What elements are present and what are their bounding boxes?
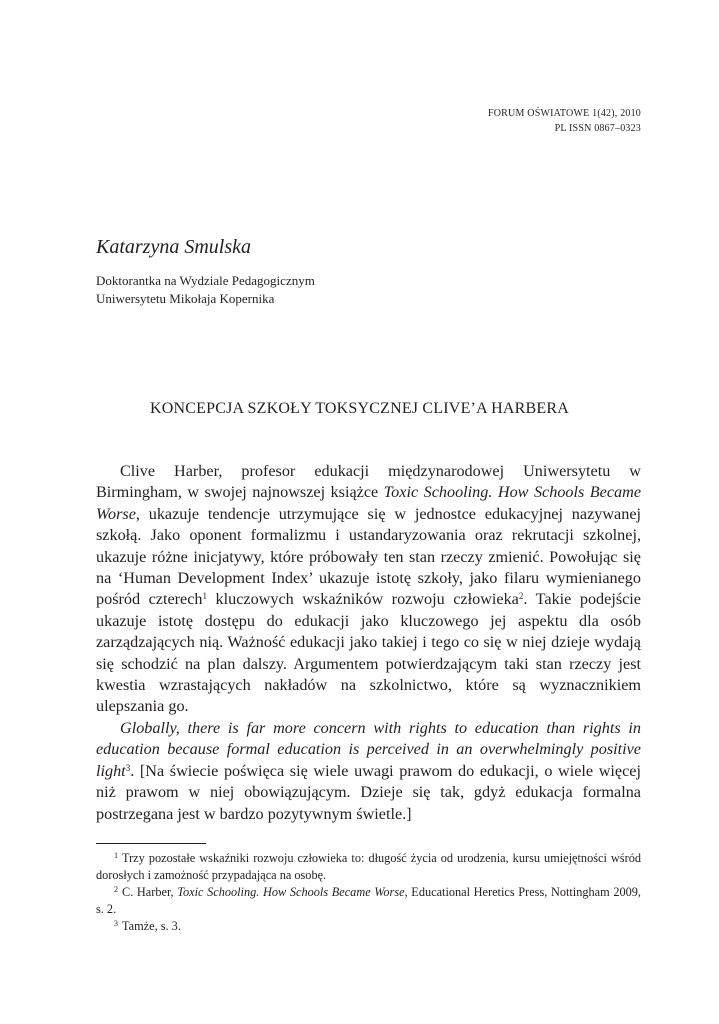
- footnote-text: , Educational Heretics Press, Nottingham 2009, s. 2.: [96, 885, 641, 916]
- english-quote: Globally, there is far more concern with rights to education than rights in education because formal education is perceived in an overwhelmingly positive light: [96, 718, 641, 780]
- footnote-text: C. Harber,: [122, 885, 178, 899]
- footnote-separator: [96, 843, 206, 844]
- paragraph-text: . Takie podejście ukazuje istotę dostępu do edukacji jako kluczowego jej aspektu dla osób zarządzających nią. Ważność edukacji jako takiej i tego co się w niej dzieje wydają się schodzić na plan dalszy. Argumentem potwierdzającym taki stan rzeczy jest kwestia wzrastających nakładów na szkolnictwo, które są wyznacznikiem ulepszania go.: [96, 590, 641, 716]
- footnote-ref-1[interactable]: 1: [202, 591, 207, 602]
- paragraph-1: [96, 461, 641, 718]
- paragraph-text: , ukazuje tendencje utrzymujące się w jednostce edukacyjnej nazywanej szkołą. Jako oponent formalizmu i ustandaryzowania oraz rekrutacji szkolnej, ukazuje różne inicjatywy, które próbowały ten stan rzeczy zmienić. Powołując się na ‘Human Development Index’ ukazuje istotę szkoły, jako filaru wymienianego pośród czterech: [96, 504, 641, 609]
- footnote-1: [96, 850, 641, 884]
- issn: PL ISSN 0867–0323: [554, 123, 641, 134]
- journal-name: FORUM OŚWIATOWE 1(42), 2010: [488, 108, 641, 119]
- journal-header: [488, 106, 641, 136]
- footnote-book-title: Toxic Schooling. How Schools Became Worse: [177, 885, 405, 899]
- author-name: Katarzyna Smulska: [96, 236, 251, 258]
- paragraph-text: . [Na świecie poświęca się wiele uwagi prawom do edukacji, o wiele więcej niż prawom w niej obowiązującym. Dzieje się tak, gdyż edukacja formalna postrzegana jest w bardzo pozytywnym świetle.]: [96, 761, 641, 823]
- footnote-2: [96, 884, 641, 918]
- paragraph-2: [96, 718, 641, 825]
- footnotes: [96, 850, 641, 935]
- footnote-text: Tamże, s. 3.: [122, 919, 181, 933]
- footnote-3: [96, 918, 641, 935]
- author-affiliation: [96, 272, 315, 308]
- article-title: KONCEPCJA SZKOŁY TOKSYCZNEJ CLIVE’A HARBERA: [149, 400, 569, 417]
- footnote-ref-3[interactable]: 3: [125, 762, 131, 773]
- affiliation-line-2: Uniwersytetu Mikołaja Kopernika: [96, 291, 275, 306]
- book-title: Toxic Schooling. How Schools Became Worse: [96, 483, 642, 523]
- footnote-number: 1: [114, 851, 118, 860]
- footnote-number: 2: [114, 885, 118, 894]
- footnote-text: Trzy pozostałe wskaźniki rozwoju człowieka to: długość życia od urodzenia, kursu umiejętności wśród dorosłych i zamożność przypadająca na osobę.: [96, 851, 641, 882]
- paragraph-text: kluczowych wskaźników rozwoju człowieka: [207, 590, 519, 609]
- footnote-number: 3: [114, 919, 118, 928]
- footnote-ref-2[interactable]: 2: [518, 591, 524, 602]
- article-body: [96, 461, 641, 825]
- paragraph-text: Clive Harber, profesor edukacji międzynarodowej Uniwersytetu w Birmingham, w swojej najnowszej książce: [96, 462, 641, 502]
- affiliation-line-1: Doktorantka na Wydziale Pedagogicznym: [96, 273, 315, 288]
